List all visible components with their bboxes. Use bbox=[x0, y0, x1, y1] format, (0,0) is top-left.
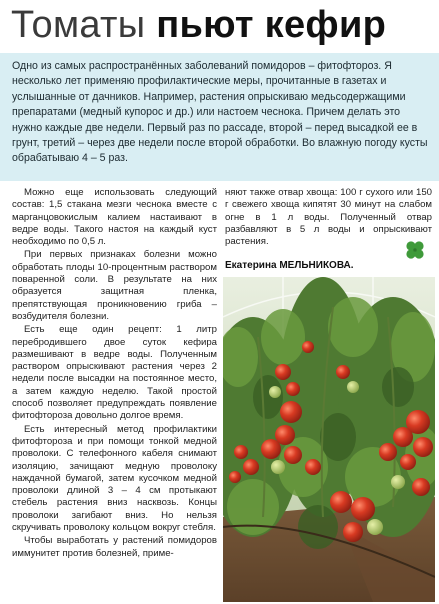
lead-text: Одно из самых распространённых заболеваний помидоров – фитофтороз. Я несколько лет применяю профилактические меры, прочитанные в газетах и услышанные от дачников. Например, растения опрыскиваю медьсодержащими препаратами (медный купорос и др.) или настоем чеснока. Причем делать это нужно каждые две недели. Первый раз по рассаде, второй – перед высадкой ее в грунт, третий – через две недели после второй обработки. Во влажную погоду кусты обрабатываю 4 – 5 раз. bbox=[12, 60, 428, 165]
headline-light: Томаты bbox=[11, 4, 146, 46]
tomato-plants-photo bbox=[223, 277, 435, 602]
lead-box bbox=[0, 53, 439, 181]
four-leaf-clover-icon bbox=[403, 238, 427, 262]
body-paragraph: При первых признаках болезни можно обработать плоды 10-процентным раствором поваренной соли. В результате на них образуется защитная пленка, препятствующая проникновению гриба – возбудителя болезни. bbox=[12, 249, 217, 322]
author-signature: Екатерина МЕЛЬНИКОВА. bbox=[225, 260, 354, 271]
body-paragraph: Есть интересный метод профилактики фитофтороза и при помощи тонкой медной проволоки. С телефонного кабеля снимают изоляцию, зачищают медную проволоку наждачной бумагой, затем кусочком медной проволоки длиной 3 – 4 см протыкают стебель растения вниз насквозь. Концы проволоки загибают вниз. Но нельзя скручивать проволоку кольцом вокруг стебля. bbox=[12, 423, 217, 534]
body-paragraph: Можно еще использовать следующий состав: 1,5 стакана мезги чеснока вместе с марганцовокислым калием настаивают в ведре воды. Такого настоя на каждый куст необходимо по 0,5 л. bbox=[12, 187, 217, 248]
body-right-column: няют также отвар хвоща: 100 г сухого или 150 г свежего хвоща кипятят 30 минут на слабом огне в 1 л воды. Полученный отвар разбавляют в 5 л воды и опрыскивают растения. bbox=[225, 187, 432, 248]
body-left-column bbox=[12, 187, 217, 601]
body-paragraph: Чтобы выработать у растений помидоров иммунитет против болезней, приме- bbox=[12, 535, 217, 559]
body-paragraph: Есть еще один рецепт: 1 литр перебродившего двое суток кефира размешивают в ведре воды. Полученным раствором опрыскивают растения через 2 недели после высадки на постоянное место, а затем каждую неделю. Такой простой способ позволяет предупреждать появление фитофтороза довольно долгое время. bbox=[12, 324, 217, 422]
headline-bold: пьют кефир bbox=[156, 4, 387, 46]
article-headline bbox=[11, 2, 431, 48]
